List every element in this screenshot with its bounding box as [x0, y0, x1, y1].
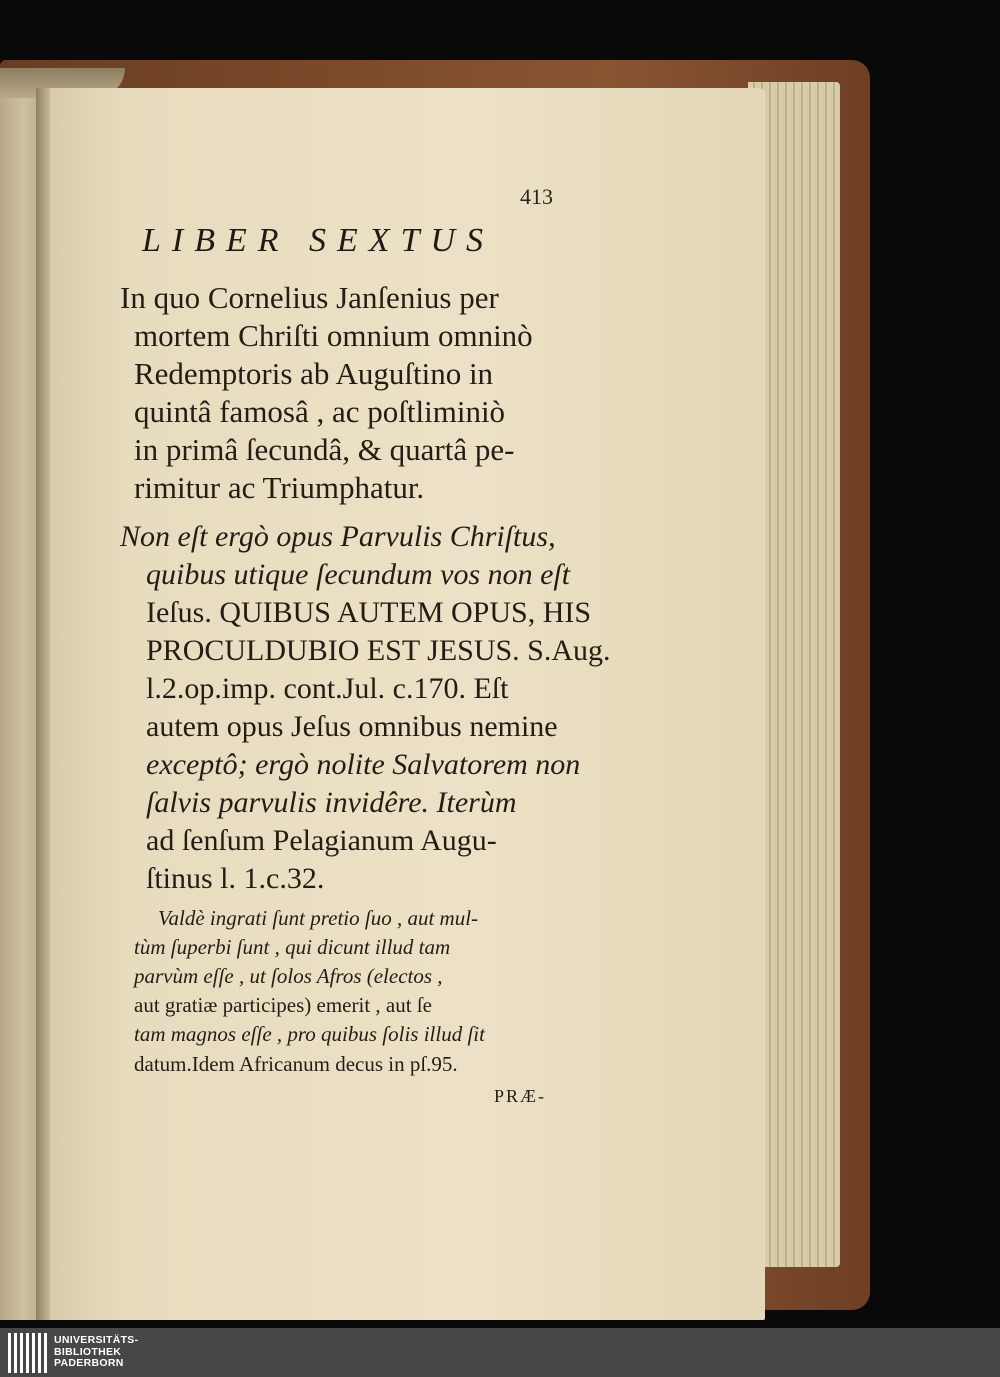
summary-line: In quo Cornelius Janſenius per	[120, 280, 499, 315]
left-page-edge	[0, 85, 40, 1320]
logo-line: UNIVERSITÄTS-	[54, 1334, 139, 1346]
page-number: 413	[520, 184, 553, 209]
footer-bar	[0, 1328, 1000, 1377]
citation-line: parvùm eſſe , ut ſolos Afros (electos ,	[134, 964, 443, 988]
library-logo-icon	[8, 1333, 48, 1373]
quote-line: autem opus Jeſus omnibus nemine	[146, 710, 558, 743]
summary-line: in primâ ſecundâ, & quartâ pe-	[134, 432, 515, 467]
citation-line: tùm ſuperbi ſunt , qui dicunt illud tam	[134, 935, 451, 959]
summary-line: quintâ famosâ , ac poſtliminiò	[134, 394, 506, 429]
chapter-heading: LIBER SEXTUS	[142, 222, 495, 259]
quote-line: Non eſt ergò opus Parvulis Chriſtus,	[120, 520, 556, 553]
quote-line: l.2.op.imp. cont.Jul. c.170. Eſt	[146, 672, 509, 705]
quote-line: quibus utique ſecundum vos non eſt	[146, 558, 571, 591]
quote-line: ſalvis parvulis invidêre. Iterùm	[146, 786, 517, 819]
quote-line: ad ſenſum Pelagianum Augu-	[146, 824, 497, 857]
citation-line: aut gratiæ participes) emerit , aut ſe	[134, 993, 432, 1017]
library-logo-text	[54, 1335, 138, 1370]
citation-line: datum.Idem Africanum decus in pſ.95.	[134, 1052, 458, 1076]
quote-line: Ieſus. QUIBUS AUTEM OPUS, HIS	[146, 596, 592, 629]
summary-line: mortem Chriſti omnium omninò	[134, 318, 533, 353]
citation-line: Valdè ingrati ſunt pretio ſuo , aut mul-	[158, 906, 479, 930]
quote-line: PROCULDUBIO EST JESUS. S.Aug.	[146, 634, 611, 667]
logo-line: PADERBORN	[54, 1357, 124, 1369]
summary-line: Redemptoris ab Auguſtino in	[134, 356, 494, 391]
summary-line: rimitur ac Triumphatur.	[134, 470, 425, 505]
quote-line: exceptô; ergò nolite Salvatorem non	[146, 748, 581, 781]
quote-line: ſtinus l. 1.c.32.	[146, 862, 325, 895]
citation-line: tam magnos eſſe , pro quibus ſolis illud ſit	[134, 1022, 485, 1046]
logo-line: BIBLIOTHEK	[54, 1345, 122, 1358]
catchword: PRÆ-	[494, 1086, 547, 1106]
page-gutter	[36, 88, 50, 1320]
